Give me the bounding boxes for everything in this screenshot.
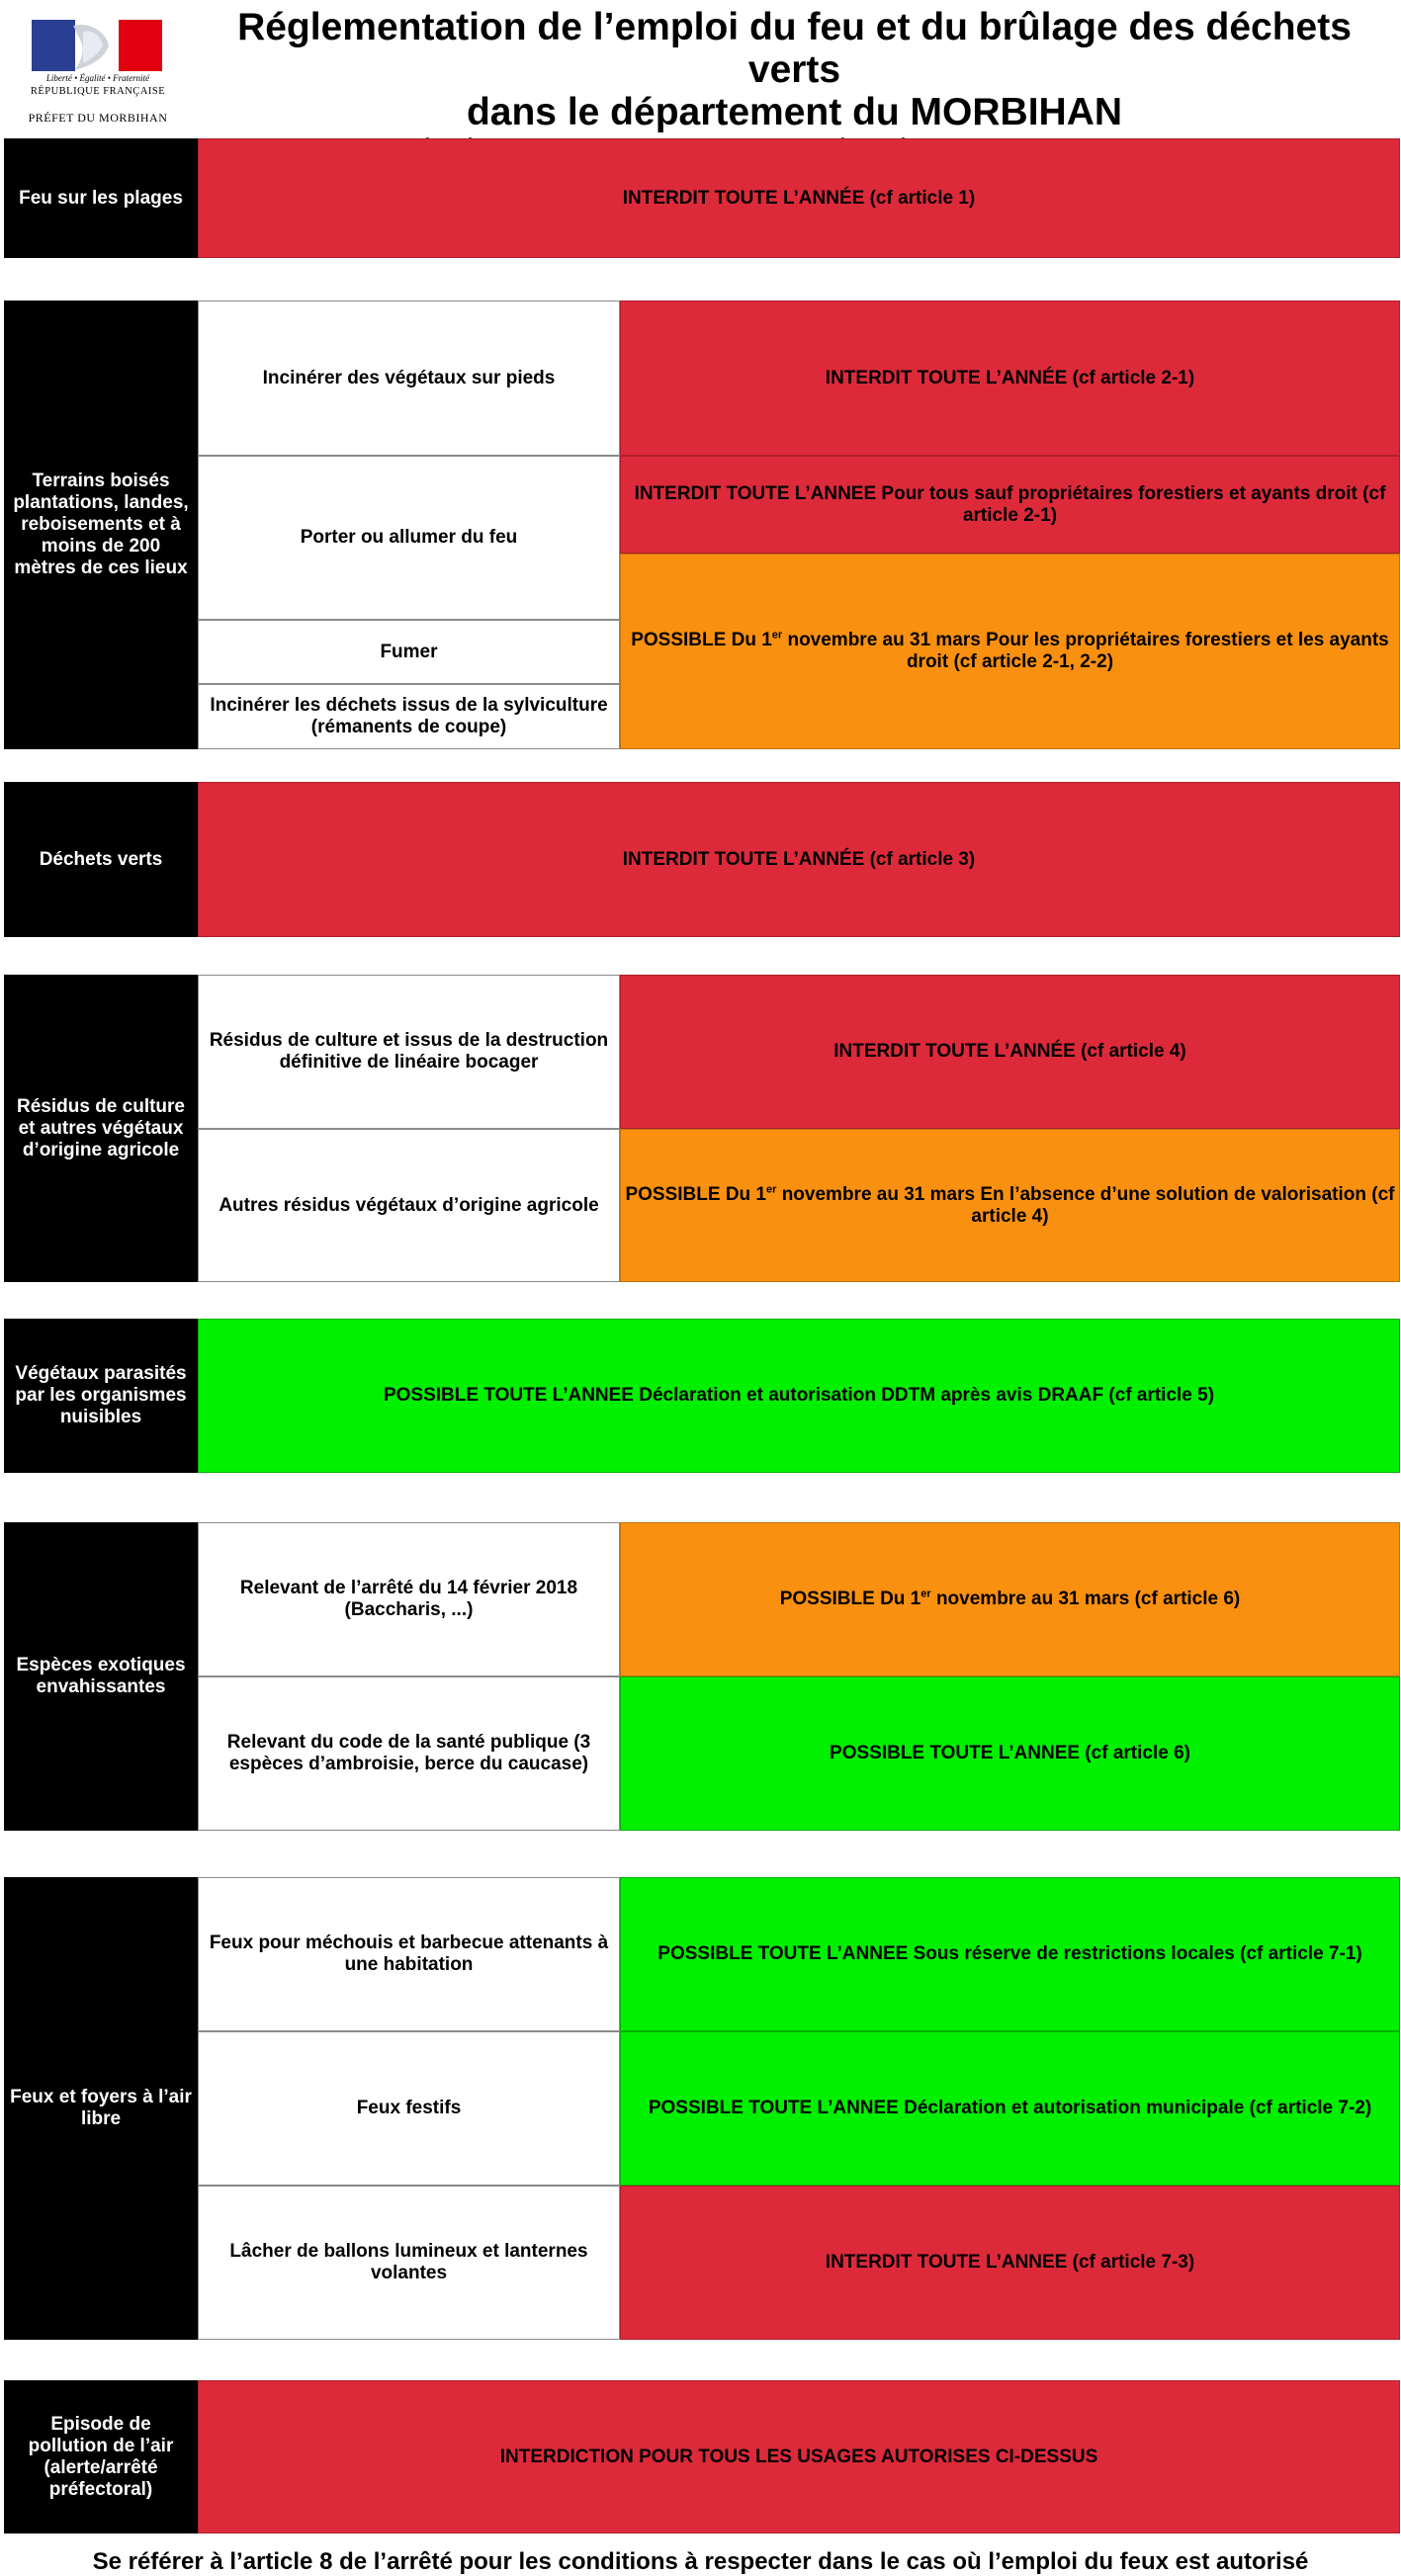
category-pollution-air: Episode de pollution de l’air (alerte/arrêté préfectoral) [4, 2380, 198, 2533]
rule-ref: (cf article 2-1, 2-2) [953, 651, 1114, 672]
rule-status: INTERDIT [833, 1041, 920, 1062]
rule-period: Du 1er novembre au 31 mars [880, 1588, 1130, 1609]
rule-status: POSSIBLE [830, 1743, 925, 1763]
activity-fumer: Fumer [198, 620, 620, 684]
activity-incinerer-vegetaux: Incinérer des végétaux sur pieds [198, 301, 620, 456]
rule-period: TOUTE L’ANNEE [917, 2252, 1068, 2273]
rule-condition: Pour tous sauf propriétaires forestiers et ayants droit [881, 482, 1357, 504]
rule-especes-1 [620, 1522, 1400, 1676]
activity-mechouis-barbecue: Feux pour méchouis et barbecue attenants à une habitation [198, 1877, 620, 2031]
rule-status: INTERDIT [825, 367, 913, 388]
rule-period: TOUTE L’ANNÉE [917, 367, 1068, 388]
category-terrains-boises: Terrains boisés plantations, landes, reboisements et à moins de 200 mètres de ces lieux [4, 301, 198, 749]
rule-plages [198, 138, 1400, 258]
rule-residus-2 [620, 1129, 1400, 1282]
activity-incinerer-sylviculture: Incinérer les déchets issus de la sylviculture (rémanents de coupe) [198, 684, 620, 749]
rule-period: TOUTE L’ANNEE [748, 2098, 899, 2118]
category-vegetaux-parasites: Végétaux parasités par les organismes nuisibles [4, 1319, 198, 1473]
rule-vegetaux-parasites [198, 1319, 1400, 1473]
rule-period: Du 1er novembre au 31 mars [725, 1183, 976, 1205]
rule-dechets-verts [198, 782, 1400, 937]
marianne-flag-icon [14, 12, 182, 71]
rule-ref: (cf article 6) [1134, 1589, 1241, 1609]
logo-motto: Liberté • Égalité • Fraternité [45, 73, 150, 83]
rule-period: TOUTE L’ANNEE [726, 482, 877, 504]
activity-porter-feu: Porter ou allumer du feu [198, 456, 620, 620]
page-title-line2: dans le département du MORBIHAN [466, 91, 1123, 133]
rule-status: INTERDIT [622, 848, 710, 870]
rule-status: INTERDIT [634, 482, 722, 504]
category-residus-culture: Résidus de culture et autres végétaux d’origine agricole [4, 975, 198, 1282]
rule-pollution-air: INTERDICTION POUR TOUS LES USAGES AUTORISES CI-DESSUS [198, 2380, 1400, 2533]
rule-especes-2 [620, 1676, 1400, 1831]
logo-prefect: PRÉFET DU MORBIHAN [28, 111, 168, 125]
rule-period: TOUTE L’ANNÉE [714, 848, 865, 870]
activity-residus-bocager: Résidus de culture et issus de la destruction définitive de linéaire bocager [198, 975, 620, 1129]
rule-ref: (cf article 7-3) [1072, 2252, 1195, 2273]
rule-period: TOUTE L’ANNEE [929, 1743, 1081, 1763]
rule-ref: (cf article 4) [971, 1183, 1395, 1227]
category-plages: Feu sur les plages [4, 138, 198, 258]
rule-ref: (cf article 5) [1108, 1385, 1215, 1406]
rule-period: TOUTE L’ANNÉE [925, 1041, 1076, 1062]
rule-period: TOUTE L’ANNÉE [714, 187, 865, 209]
activity-feux-festifs: Feux festifs [198, 2031, 620, 2186]
rule-status: POSSIBLE [631, 630, 727, 650]
category-feux-foyers: Feux et foyers à l’air libre [4, 1877, 198, 2340]
rule-ref: (cf article 7-1) [1240, 1943, 1362, 1964]
rule-condition: Sous réserve de restrictions locales [913, 1943, 1235, 1964]
rule-status: POSSIBLE [779, 1589, 875, 1609]
logo-republic: RÉPUBLIQUE FRANÇAISE [30, 86, 166, 97]
rule-status: POSSIBLE [625, 1183, 721, 1205]
rule-ref: (cf article 2-1) [962, 482, 1386, 526]
rule-ref: (cf article 4) [1081, 1041, 1186, 1062]
rule-terrains-2 [620, 456, 1400, 554]
footer-note: Se référer à l’article 8 de l’arrêté pour les conditions à respecter dans le cas où l’emploi du feux est autorisé [92, 2548, 1309, 2575]
logo-marianne [14, 8, 182, 125]
rule-condition: En l’absence d’une solution de valorisation [980, 1183, 1366, 1205]
rule-ref: (cf article 6) [1085, 1743, 1190, 1763]
rule-condition: Déclaration et autorisation municipale [904, 2098, 1245, 2118]
rule-condition: Pour les propriétaires forestiers et les ayants droit [906, 630, 1389, 672]
rule-terrains-1 [620, 301, 1400, 456]
rule-residus-1 [620, 975, 1400, 1129]
category-especes-exotiques: Espèces exotiques envahissantes [4, 1522, 198, 1831]
rule-period: Du 1er novembre au 31 mars [731, 629, 981, 650]
activity-ballons-lanternes: Lâcher de ballons lumineux et lanternes volantes [198, 2186, 620, 2340]
rule-status: POSSIBLE [383, 1385, 480, 1406]
rule-ref: (cf article 3) [869, 848, 976, 870]
rule-period: TOUTE L’ANNEE [483, 1385, 634, 1406]
page-title-line1: Réglementation de l’emploi du feu et du brûlage des déchets verts [237, 6, 1352, 91]
rule-terrains-3 [620, 554, 1400, 749]
rule-feux-3 [620, 2186, 1400, 2340]
rule-ref: (cf article 1) [869, 187, 976, 209]
rule-ref: (cf article 2-1) [1072, 367, 1195, 388]
activity-sante-publique: Relevant du code de la santé publique (3 espèces d’ambroisie, berce du caucase) [198, 1676, 620, 1831]
rule-feux-1 [620, 1877, 1400, 2031]
category-dechets-verts: Déchets verts [4, 782, 198, 937]
rule-condition: Déclaration et autorisation DDTM après avis DRAAF [639, 1385, 1104, 1406]
activity-arrete-2018: Relevant de l’arrêté du 14 février 2018 (Baccharis, ...) [198, 1522, 620, 1676]
rule-ref: (cf article 7-2) [1249, 2098, 1372, 2118]
rule-status: INTERDIT [825, 2252, 913, 2273]
rule-period: TOUTE L’ANNEE [757, 1943, 909, 1964]
rule-status: POSSIBLE [657, 1943, 753, 1964]
rule-status: POSSIBLE [648, 2098, 744, 2118]
rule-feux-2 [620, 2031, 1400, 2186]
rule-status: INTERDIT [622, 187, 710, 209]
activity-autres-residus: Autres résidus végétaux d’origine agricole [198, 1129, 620, 1282]
